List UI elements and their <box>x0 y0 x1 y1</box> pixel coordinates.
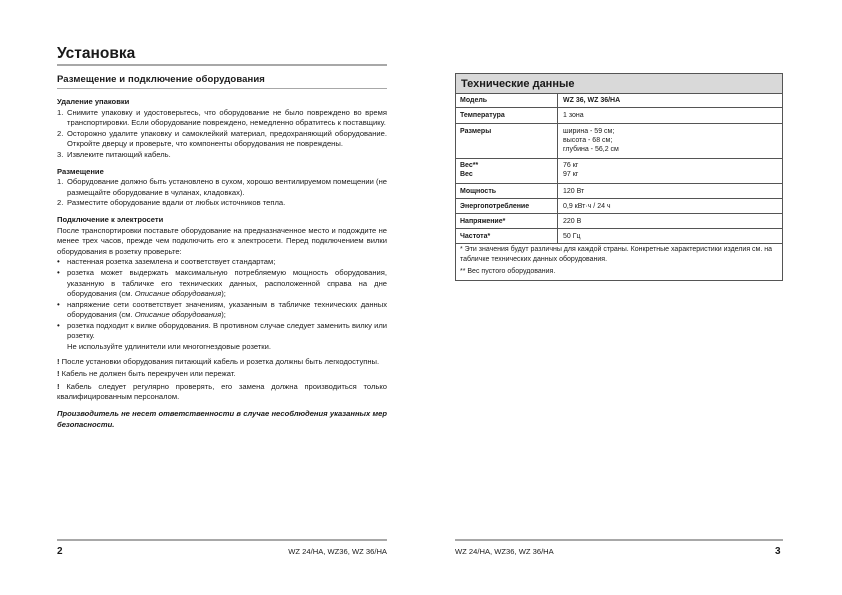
unpacking-heading: Удаление упаковки <box>57 97 130 106</box>
item-extra: Не используйте удлинители или многогнездовые розетки. <box>67 342 271 352</box>
row-value: 0,9 кВт·ч / 24 ч <box>563 203 611 210</box>
table-header <box>456 74 782 94</box>
table-row <box>456 229 782 244</box>
warning <box>57 369 387 380</box>
page-number: 2 <box>57 546 63 557</box>
page-title: Установка <box>57 45 136 62</box>
row-key: Мощность <box>460 188 497 195</box>
row-key: Размеры <box>460 128 492 135</box>
placement-heading: Размещение <box>57 166 104 176</box>
footer-model: WZ 24/HA, WZ36, WZ 36/HA <box>288 547 387 556</box>
row-key: Энергопотребление <box>460 203 530 210</box>
row-value: WZ 36, WZ 36/HA <box>563 97 621 104</box>
left-page <box>57 0 387 595</box>
section-divider <box>57 88 387 89</box>
page-number-right: 3 <box>775 546 781 557</box>
list-item <box>57 108 387 129</box>
disclaimer: Производитель не несет ответственности в случае несоблюдения указанных мер безопасности. <box>57 409 387 429</box>
bullet-icon: • <box>57 299 60 309</box>
list-item <box>57 321 387 353</box>
row-value: высота - 68 см; <box>563 137 613 144</box>
instructions-body <box>57 97 387 430</box>
row-key: Вес <box>460 171 473 178</box>
item-text: Разместите оборудование вдали от любых источников тепла. <box>67 198 286 208</box>
table-row <box>456 184 782 199</box>
item-number: 2. <box>57 128 64 138</box>
row-value: ширина - 59 см; <box>563 128 615 135</box>
table-row <box>456 214 782 229</box>
row-value: 50 Гц <box>563 233 581 240</box>
bullet-icon: • <box>57 257 60 267</box>
item-text: Извлеките питающий кабель. <box>67 149 171 159</box>
list-item <box>57 177 387 198</box>
warning <box>57 382 387 403</box>
item-tail: ); <box>221 289 226 299</box>
item-text: Снимите упаковку и удостоверьтесь, что оборудование не было повреждено во время транспортировки. Если оборудование повреждено, немедленно обратитесь к поставщику. <box>67 107 387 128</box>
table-title: Технические данные <box>461 78 575 90</box>
list-item <box>57 268 387 300</box>
connection-intro: После транспортировки поставьте оборудование на предназначенное место и подождите не менее трех часов, прежде чем подключить его к электросети. Перед подключением вилки оборудования в розетку проверьте: <box>57 225 387 256</box>
row-value: 1 зона <box>563 112 584 119</box>
warning-icon: ! <box>57 381 60 391</box>
item-text: розетка подходит к вилке оборудования. В противном случае следует заменить вилку или розетку. <box>67 320 387 341</box>
row-value: 76 кг <box>563 162 579 169</box>
tech-data-table <box>455 73 783 281</box>
bullet-icon: • <box>57 267 60 277</box>
row-key: Вес** <box>460 162 479 169</box>
unpacking-list <box>57 108 387 161</box>
warning-icon: ! <box>57 356 60 366</box>
item-text: Оборудование должно быть установлено в сухом, хорошо вентилируемом помещении (не размещайте оборудование в чуланах, кладовках). <box>67 177 387 197</box>
reference-italic: Описание оборудования <box>134 289 222 299</box>
table-row <box>456 94 782 108</box>
row-key: Частота* <box>460 233 491 240</box>
footer-divider <box>57 539 387 541</box>
warning-text: После установки оборудования питающий кабель и розетка должны быть легкодоступны. <box>61 356 380 366</box>
connection-heading: Подключение к электросети <box>57 214 164 224</box>
item-text: розетка может выдержать максимальную потребляемую мощность оборудования, указанную в табличке его технических данных, расположенной справа на дне оборудования (см. <box>67 267 387 299</box>
note-voltage: * Эти значения будут различны для каждой страны. Конкретные характеристики изделия см. на табличке технических данных оборудования. <box>460 246 773 263</box>
note-weight: ** Вес пустого оборудования. <box>460 268 556 275</box>
table-row <box>456 199 782 214</box>
check-list <box>57 257 387 352</box>
row-value: 97 кг <box>563 171 579 178</box>
warning-icon: ! <box>57 369 60 379</box>
table-notes <box>460 245 778 277</box>
row-value: 220 В <box>563 218 582 225</box>
item-text: Осторожно удалите упаковку и самоклейкий материал, предохраняющий оборудование. Откройте дверцу и проверьте, что компоненты оборудования не повреждены. <box>67 128 387 149</box>
item-tail: ); <box>221 310 226 320</box>
table-row <box>456 159 782 184</box>
item-number: 1. <box>57 177 64 187</box>
item-text: настенная розетка заземлена и соответствует стандартам; <box>67 257 276 267</box>
warning <box>57 357 387 368</box>
item-number: 3. <box>57 149 64 159</box>
item-number: 1. <box>57 107 64 117</box>
reference-italic: Описание оборудования <box>134 310 222 320</box>
item-number: 2. <box>57 198 64 208</box>
item-text: напряжение сети соответствует значениям, указанным в табличке технических данных оборудования (см. <box>67 299 387 320</box>
footer-model-right: WZ 24/HA, WZ36, WZ 36/HA <box>455 547 554 556</box>
bullet-icon: • <box>57 320 60 330</box>
row-key: Температура <box>460 112 505 119</box>
list-item <box>57 300 387 321</box>
row-value: глубина - 56,2 см <box>563 146 619 153</box>
list-item <box>57 257 387 268</box>
list-item <box>57 198 387 209</box>
placement-list <box>57 177 387 209</box>
title-divider <box>57 64 387 66</box>
warning-text: Кабель следует регулярно проверять, его замена должна производиться только квалифицированным персоналом. <box>57 381 387 402</box>
section-title: Размещение и подключение оборудования <box>57 74 265 85</box>
list-item <box>57 150 387 161</box>
row-value: 120 Вт <box>563 188 585 195</box>
list-item <box>57 129 387 150</box>
warning-text: Кабель не должен быть перекручен или пережат. <box>61 369 236 379</box>
row-key: Напряжение* <box>460 218 506 225</box>
table-row <box>456 124 782 159</box>
table-row <box>456 108 782 124</box>
row-key: Модель <box>460 97 488 104</box>
footer-divider-right <box>455 539 783 541</box>
